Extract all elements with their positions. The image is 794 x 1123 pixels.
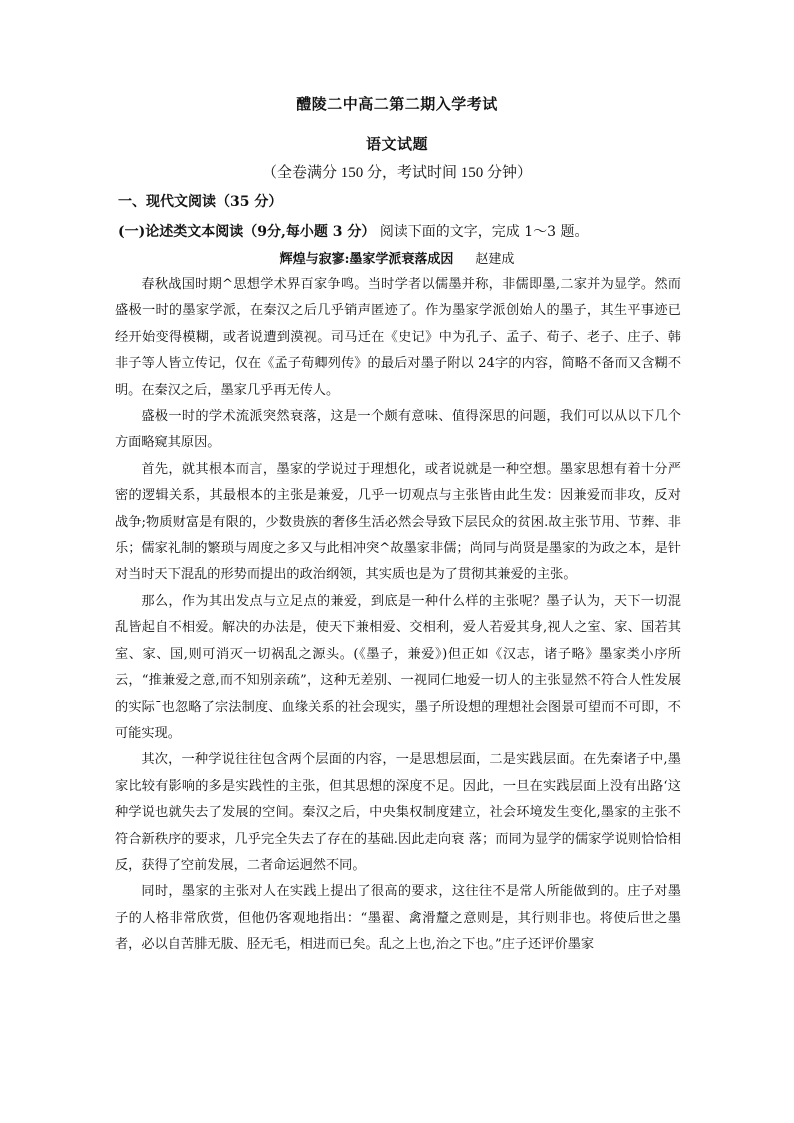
paragraph-1: 春秋战国时期^思想学术界百家争鸣。当时学者以儒墨并称，非儒即墨,二家并为显学。然而盛极一时的墨家学派，在秦汉之后几乎销声匿迹了。作为墨家学派创始人的墨子，其生平事迹已经开始变得模糊，或者说遭到漠视。司马迁在《史记》中为孔子、孟子、荀子、老子、庄子、韩非子等人皆立传记，仅在《孟子荀卿列传》的最后对墨子附以 24字的内容，简略不备而又含糊不明。在秦汉之后，墨家几乎再无传人。 — [115, 277, 681, 398]
article-title: 辉煌与寂寥:墨家学派衰落成因 — [279, 252, 454, 267]
subsection-instruction: 阅读下面的文字，完成 1～3 题。 — [379, 224, 589, 240]
paragraph-5: 其次，一种学说往往包含两个层面的内容，一是思想层面，二是实践层面。在先秦诸子中,墨家比较有影响的多是实践性的主张，但其思想的深度不足。因此，一旦在实践层面上没有出路‘这种学说也就失去了发展的空间。秦汉之后，中央集权制度建立，社会环境发生变化,墨家的主张不符合新秩序的要求，几乎完全失去了存在的基础.因此走向衰 落；而同为显学的儒家学说则恰恰相反，获得了空前发展，二者命运迥然不同。 — [115, 752, 681, 873]
article-author: 赵建成 — [475, 252, 515, 267]
paragraph-3: 首先，就其根本而言，墨家的学说过于理想化，或者说就是一种空想。墨家思想有着十分严密的逻辑关系，其最根本的主张是兼爱，几乎一切观点与主张皆由此生发：因兼爱而非攻，反对战争;物质财富是有限的，少数贵族的奢侈生活必然会导致下层民众的贫困.故主张节用、节葬、非乐；儒家礼制的繁琐与周度之多又与此相冲突^故墨家非儒；尚同与尚贤是墨家的为政之本，是针对当时天下混乱的形势而提出的政治纲领，其实质也是为了贯彻其兼爱的主张。 — [115, 461, 681, 583]
subsection-heading: (一)论述类文本阅读（9分,每小题 3 分） — [118, 224, 376, 240]
section-heading: 一、现代文阅读（35 分） — [118, 194, 283, 210]
paragraph-2: 盛极一时的学术流派突然衰落，这是一个颇有意味、值得深思的问题，我们可以从以下几个方面略窥其原因。 — [115, 409, 681, 451]
article-title-line — [0, 248, 794, 267]
paragraph-4: 那么，作为其出发点与立足点的兼爱，到底是一种什么样的主张呢？墨子认为，天下一切混乱皆起自不相爱。解决的办法是，使天下兼相爱、交相利，爱人若爱其身,视人之室、家、国若其室、家、国,则可消灭一切祸乱之源头。(《墨子，兼爱》)但正如《汉志，诸子略》墨家类小序所云，“推兼爱之意,而不知别亲疏”，这种无差别、一视同仁地爱一切人的主张显然不符合人性发展的实际¯也忽略了宗法制度、血缘关系的社会现实，墨子所设想的理想社会图景可望而不可即，不可能实现。 — [115, 593, 681, 741]
subsection-line — [118, 221, 589, 241]
subject-title: 语文试题 — [365, 135, 428, 153]
exam-info: （全卷满分 150 分，考试时间 150 分钟） — [261, 165, 532, 181]
school-exam-title: 醴陵二中高二第二期入学考试 — [296, 95, 498, 113]
paragraph-6: 同时，墨家的主张对人在实践上提出了很高的要求，这往往不是常人所能做到的。庄子对墨子的人格非常欣赏，但他仍客观地指出：“墨翟、禽滑釐之意则是，其行则非也。将使后世之墨者，必以自苦腓无胈、胫无毛，相进而已矣。乱之上也,治之下也。”庄子还评价墨家 — [115, 884, 681, 953]
article-body — [115, 272, 681, 959]
